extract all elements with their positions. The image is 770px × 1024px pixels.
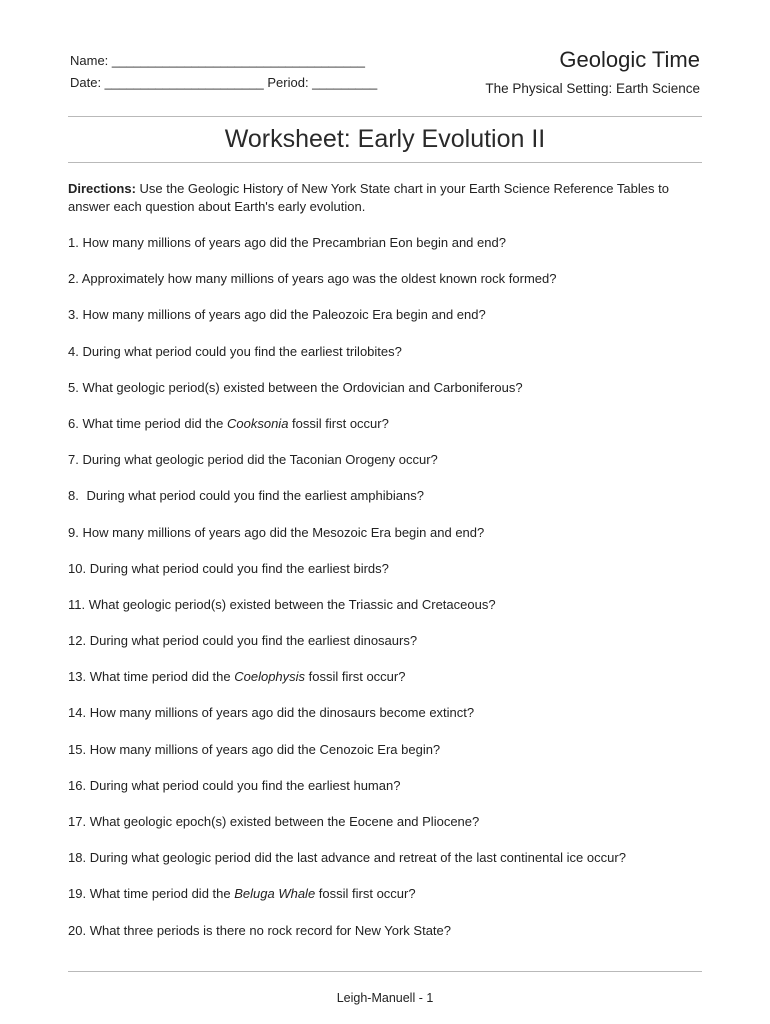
- date-period-line: [70, 72, 377, 94]
- question-item: [68, 668, 708, 704]
- question-number: 3.: [68, 307, 79, 323]
- question-text: During what period could you find the earliest birds?: [89, 560, 389, 576]
- student-info-block: [70, 50, 377, 94]
- question-text: During what period could you find the earliest amphibians?: [86, 488, 424, 504]
- question-text: During what period could you find the earliest trilobites?: [82, 343, 402, 359]
- question-number: 20.: [68, 922, 87, 938]
- question-text: During what period could you find the earliest dinosaurs?: [89, 633, 418, 649]
- question-text: How many millions of years ago did the Precambrian Eon begin and end?: [82, 235, 506, 250]
- question-number: 4.: [68, 343, 79, 359]
- question-number: 10.: [68, 560, 87, 576]
- question-item: [68, 306, 708, 342]
- question-number: 19.: [68, 886, 87, 902]
- question-text: What geologic epoch(s) existed between the Eocene and Pliocene?: [89, 814, 480, 829]
- directions-label: Directions:: [68, 181, 136, 196]
- question-number: 17.: [68, 814, 87, 829]
- question-text: During what geologic period did the last advance and retreat of the last continental ice occur?: [89, 850, 626, 866]
- question-text: What three periods is there no rock record for New York State?: [89, 922, 451, 938]
- question-item: [68, 632, 708, 668]
- fossil-name: Cooksonia: [227, 415, 289, 431]
- date-line: Date: ______________________: [70, 75, 264, 90]
- question-text-suffix: fossil first occur?: [288, 415, 389, 431]
- question-text: How many millions of years ago did the dinosaurs become extinct?: [89, 705, 475, 721]
- question-item: [68, 813, 708, 849]
- question-number: 9.: [68, 524, 79, 540]
- document-header: [485, 46, 700, 98]
- question-item: [68, 596, 708, 632]
- question-text: During what period could you find the earliest human?: [89, 777, 401, 793]
- document-subtitle: The Physical Setting: Earth Science: [485, 81, 700, 96]
- question-item: [68, 741, 708, 777]
- question-text: What time period did the: [82, 415, 227, 431]
- question-text: What time period did the: [89, 669, 235, 685]
- question-item: [68, 379, 708, 415]
- question-number: 14.: [68, 705, 87, 721]
- directions-text: Use the Geologic History of New York State chart in your Earth Science Reference Tables to answer each question about Earth's early evolution.: [68, 181, 669, 214]
- header-divider-top: [68, 116, 702, 117]
- question-text: How many millions of years ago did the Mesozoic Era begin and end?: [82, 524, 485, 540]
- question-number: 11.: [68, 596, 86, 612]
- period-line: Period: _________: [267, 75, 378, 90]
- question-number: 16.: [68, 777, 87, 793]
- fossil-name: Beluga Whale: [234, 886, 316, 902]
- question-number: 6.: [68, 415, 79, 431]
- question-item: [68, 487, 708, 523]
- question-item: [68, 704, 708, 740]
- question-item: [68, 343, 708, 379]
- question-number: 5.: [68, 379, 79, 395]
- question-text: What time period did the: [89, 886, 235, 902]
- question-number: 18.: [68, 850, 87, 866]
- document-title: Geologic Time: [559, 47, 700, 72]
- question-item: [68, 560, 708, 596]
- question-number: 15.: [68, 741, 87, 757]
- fossil-name: Coelophysis: [234, 669, 306, 685]
- page-footer: Leigh-Manuell - 1: [336, 991, 434, 1005]
- question-text: How many millions of years ago did the Paleozoic Era begin and end?: [82, 307, 486, 323]
- question-item: [68, 270, 708, 306]
- question-item: [68, 524, 708, 560]
- question-text: During what geologic period did the Taconian Orogeny occur?: [82, 452, 438, 468]
- question-item: [68, 415, 708, 451]
- question-number: 2.: [68, 271, 79, 287]
- question-text-suffix: fossil first occur?: [315, 886, 416, 902]
- question-text: How many millions of years ago did the Cenozoic Era begin?: [89, 741, 441, 757]
- question-text: Approximately how many millions of years ago was the oldest known rock formed?: [81, 271, 557, 287]
- footer-divider: [68, 971, 702, 972]
- question-item: [68, 451, 708, 487]
- question-number: 7.: [68, 452, 79, 468]
- question-item: [68, 849, 708, 885]
- question-text: What geologic period(s) existed between the Ordovician and Carboniferous?: [82, 379, 523, 395]
- question-list: [68, 234, 708, 958]
- question-number: 12.: [68, 633, 87, 649]
- question-item: [68, 885, 708, 921]
- worksheet-title: Worksheet: Early Evolution II: [224, 125, 546, 153]
- question-text-suffix: fossil first occur?: [305, 669, 406, 685]
- question-item: [68, 234, 708, 270]
- question-number: 8.: [68, 488, 79, 504]
- name-line: Name: ___________________________________: [70, 53, 365, 68]
- header-divider-bottom: [68, 162, 702, 163]
- question-item: [68, 777, 708, 813]
- question-number: 1.: [68, 235, 79, 250]
- directions-paragraph: [68, 180, 704, 216]
- question-item: [68, 922, 708, 958]
- question-text: What geologic period(s) existed between the Triassic and Cretaceous?: [88, 596, 496, 612]
- question-number: 13.: [68, 669, 87, 685]
